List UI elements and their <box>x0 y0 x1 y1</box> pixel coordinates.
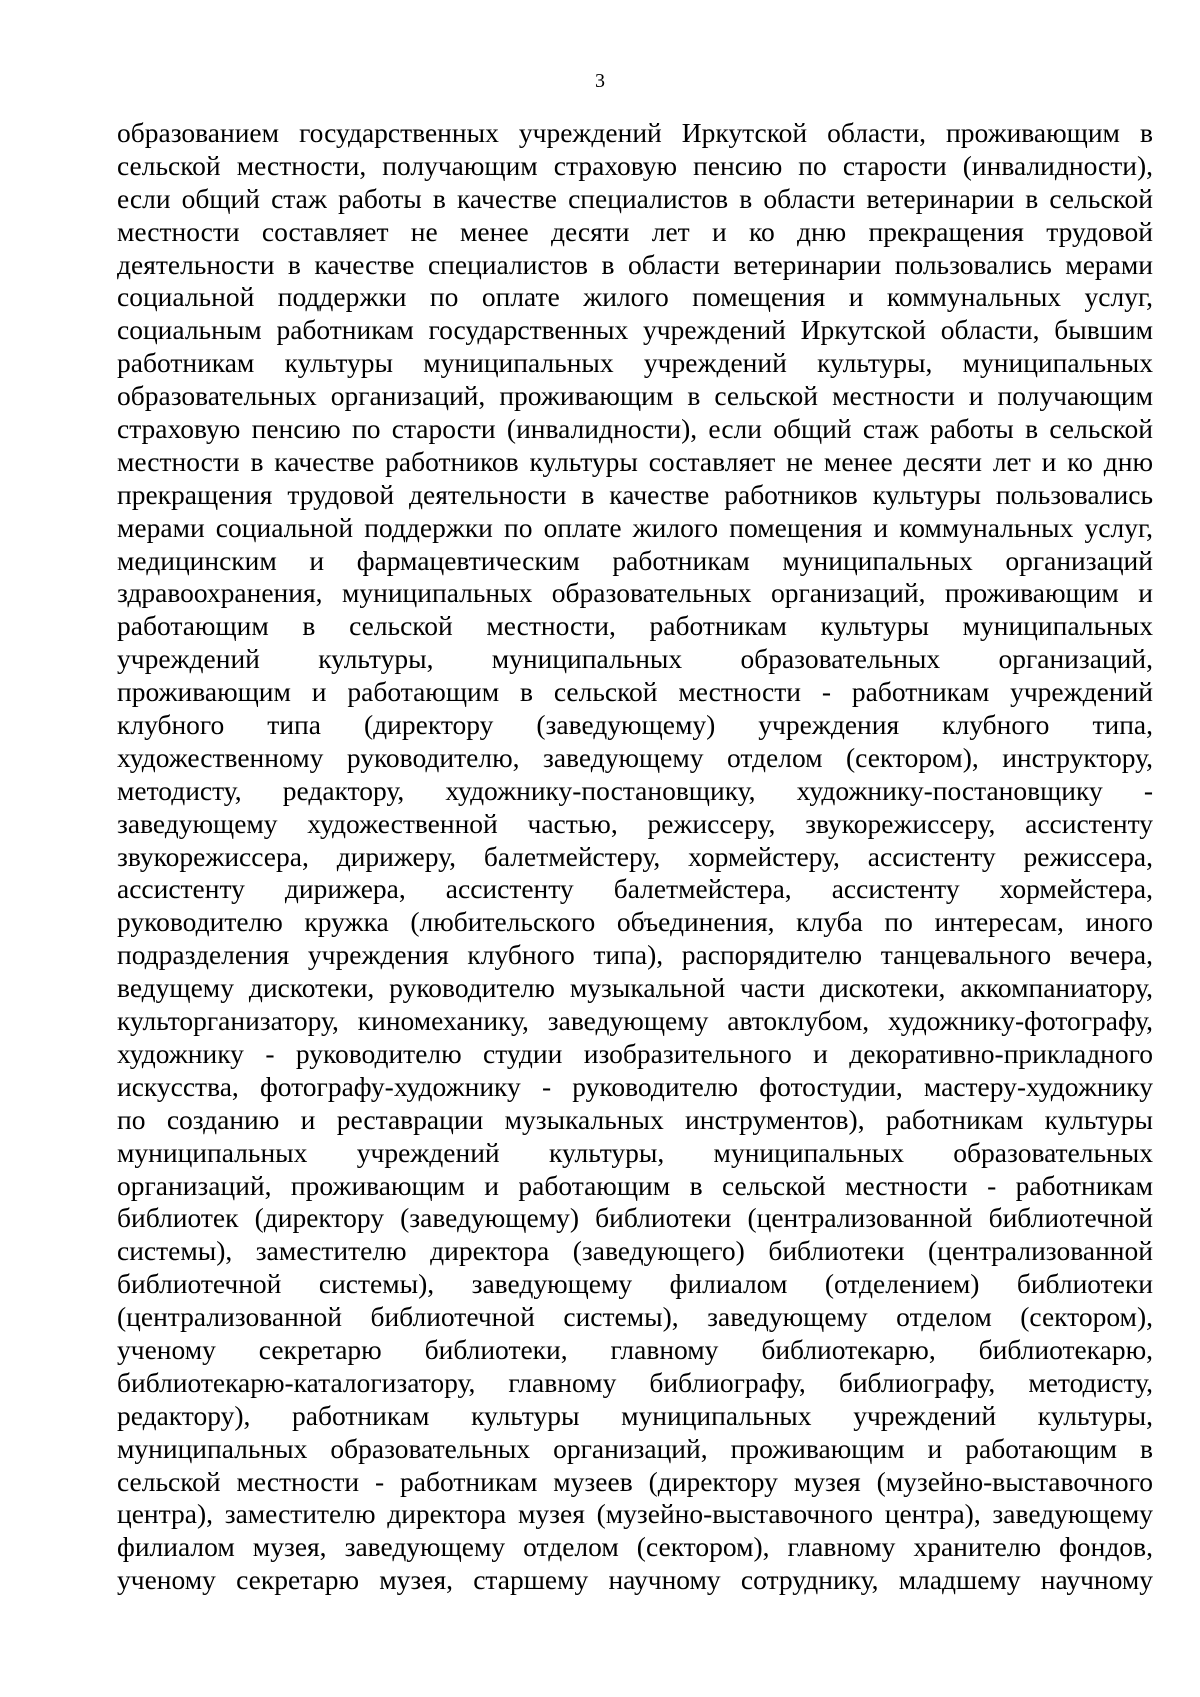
text-line: клубного типа (директору (заведующему) учреждения клубного типа, <box>117 709 1153 741</box>
text-line: заведующему художественной частью, режиссеру, звукорежиссеру, ассистенту <box>117 807 1153 839</box>
text-line: системы), заместителю директора (заведующего) библиотеки (централизованной <box>117 1235 1153 1267</box>
text-line: сельской местности, получающим страховую пенсию по старости (инвалидности), <box>117 149 1153 181</box>
text-line: образовательных организаций, проживающим в сельской местности и получающим <box>117 380 1153 412</box>
text-line: медицинским и фармацевтическим работникам муниципальных организаций <box>117 544 1153 576</box>
text-line: ассистенту дирижера, ассистенту балетмейстера, ассистенту хормейстера, <box>117 873 1153 905</box>
text-line: муниципальных учреждений культуры, муниципальных образовательных <box>117 1136 1153 1168</box>
text-line: мерами социальной поддержки по оплате жилого помещения и коммунальных услуг, <box>117 511 1153 543</box>
text-line: местности составляет не менее десяти лет и ко дню прекращения трудовой <box>117 215 1153 247</box>
text-line: прекращения трудовой деятельности в качестве работников культуры пользовались <box>117 478 1153 510</box>
text-line: подразделения учреждения клубного типа), распорядителю танцевального вечера, <box>117 939 1153 971</box>
text-line: звукорежиссера, дирижеру, балетмейстеру, хормейстеру, ассистенту режиссера, <box>117 840 1153 872</box>
text-line: центра), заместителю директора музея (музейно-выставочного центра), заведующему <box>117 1498 1153 1530</box>
text-line: руководителю кружка (любительского объединения, клуба по интересам, иного <box>117 906 1153 938</box>
text-line: деятельности в качестве специалистов в области ветеринарии пользовались мерами <box>117 248 1153 280</box>
text-line: здравоохранения, муниципальных образовательных организаций, проживающим и <box>117 577 1153 609</box>
text-line: социальной поддержки по оплате жилого помещения и коммунальных услуг, <box>117 281 1153 313</box>
text-line: художнику - руководителю студии изобразительного и декоративно-прикладного <box>117 1037 1153 1069</box>
text-line: страховую пенсию по старости (инвалидности), если общий стаж работы в сельской <box>117 413 1153 445</box>
text-line: культорганизатору, киномеханику, заведующему автоклубом, художнику-фотографу, <box>117 1005 1153 1037</box>
page-number: 3 <box>595 70 605 92</box>
text-line: по созданию и реставрации музыкальных инструментов), работникам культуры <box>117 1103 1153 1135</box>
text-line: ученому секретарю библиотеки, главному библиотекарю, библиотекарю, <box>117 1333 1153 1365</box>
text-line: искусства, фотографу-художнику - руководителю фотостудии, мастеру-художнику <box>117 1070 1153 1102</box>
text-line: ученому секретарю музея, старшему научному сотруднику, младшему научному <box>117 1564 1153 1596</box>
text-line: местности в качестве работников культуры составляет не менее десяти лет и ко дню <box>117 445 1153 477</box>
text-line: муниципальных образовательных организаций, проживающим и работающим в <box>117 1432 1153 1464</box>
text-line: редактору), работникам культуры муниципальных учреждений культуры, <box>117 1399 1153 1431</box>
text-line: (централизованной библиотечной системы), заведующему отделом (сектором), <box>117 1301 1153 1333</box>
text-line: филиалом музея, заведующему отделом (сектором), главному хранителю фондов, <box>117 1531 1153 1563</box>
text-line: библиотек (директору (заведующему) библиотеки (централизованной библиотечной <box>117 1202 1153 1234</box>
text-line: работающим в сельской местности, работникам культуры муниципальных <box>117 610 1153 642</box>
text-line: художественному руководителю, заведующему отделом (сектором), инструктору, <box>117 741 1153 773</box>
text-line: методисту, редактору, художнику-постановщику, художнику-постановщику - <box>117 774 1153 806</box>
text-line: работникам культуры муниципальных учреждений культуры, муниципальных <box>117 347 1153 379</box>
text-line: социальным работникам государственных учреждений Иркутской области, бывшим <box>117 314 1153 346</box>
text-line: библиотечной системы), заведующему филиалом (отделением) библиотеки <box>117 1268 1153 1300</box>
text-line: проживающим и работающим в сельской местности - работникам учреждений <box>117 676 1153 708</box>
text-line: образованием государственных учреждений Иркутской области, проживающим в <box>117 117 1153 148</box>
body-text <box>117 117 1153 1597</box>
text-line: библиотекарю-каталогизатору, главному библиографу, библиографу, методисту, <box>117 1366 1153 1398</box>
text-line: ведущему дискотеки, руководителю музыкальной части дискотеки, аккомпаниатору, <box>117 972 1153 1004</box>
text-line: сельской местности - работникам музеев (директору музея (музейно-выставочного <box>117 1465 1153 1497</box>
text-line: учреждений культуры, муниципальных образовательных организаций, <box>117 643 1153 675</box>
text-line: организаций, проживающим и работающим в сельской местности - работникам <box>117 1169 1153 1201</box>
text-line: если общий стаж работы в качестве специалистов в области ветеринарии в сельской <box>117 182 1153 214</box>
